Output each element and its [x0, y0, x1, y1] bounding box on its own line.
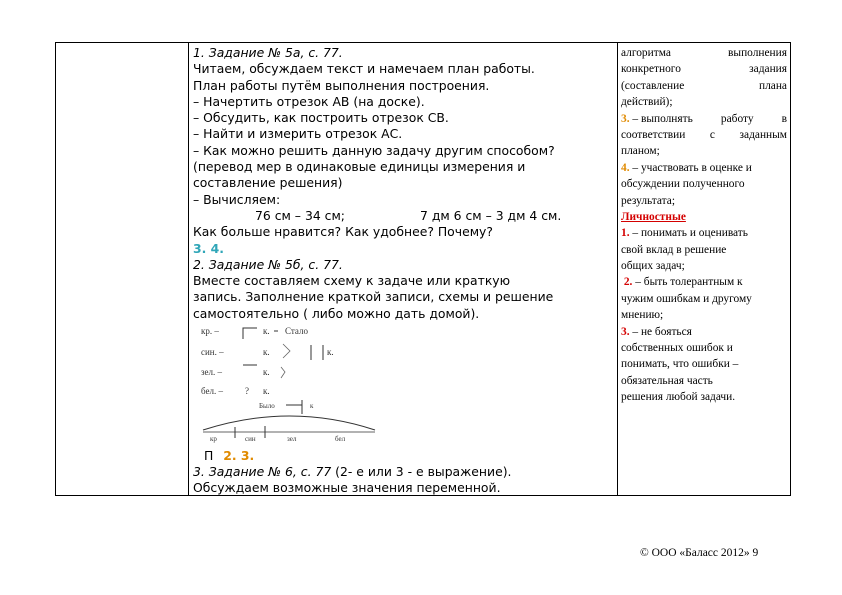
scheme-label: Было	[259, 402, 275, 410]
scheme-label: зел. –	[201, 367, 223, 377]
lesson-table	[55, 42, 791, 496]
word: соответствии	[621, 128, 686, 141]
text-line: понимать, что ошибки –	[621, 358, 739, 371]
scheme-label: к.	[327, 347, 334, 357]
text-line: самостоятельно ( либо можно дать домой).	[193, 305, 480, 321]
text-line: обсуждении полученного	[621, 178, 745, 191]
word: конкретного	[621, 63, 681, 76]
text-line	[621, 225, 787, 241]
just-line	[621, 45, 787, 61]
word: задания	[749, 63, 787, 76]
text-line: общих задач;	[621, 260, 685, 273]
personal-heading: Личностные	[621, 210, 686, 223]
scheme-label: син. –	[201, 347, 224, 357]
word: работу	[720, 112, 754, 125]
word: выполнения	[728, 47, 787, 59]
segment-mark	[243, 328, 257, 339]
task-scheme-diagram	[195, 322, 380, 444]
text-line: – Как можно решить данную задачу другим способом?	[193, 142, 555, 158]
number-red: 3.	[621, 325, 630, 338]
text-line: составление решения)	[193, 175, 343, 191]
task3-heading: 3. Задание № 6, с. 77	[193, 464, 332, 479]
text-line: мнению;	[621, 309, 664, 322]
number-orange: 3.	[621, 112, 630, 125]
text-line: запись. Заполнение краткой записи, схемы и решение	[193, 289, 554, 305]
text-line: – Обсудить, как построить отрезок СВ.	[193, 110, 449, 126]
column-divider	[188, 43, 189, 495]
just-line	[621, 111, 787, 127]
task1-heading: 1. Задание № 5а, с. 77.	[193, 45, 343, 60]
text-line: (перевод мер в одинаковые единицы измерения и	[193, 159, 526, 175]
text-line: действий);	[621, 96, 673, 109]
text-line: Как больше нравится? Как удобнее? Почему?	[193, 224, 493, 240]
scheme-label: зел	[287, 435, 297, 443]
word: – выполнять	[632, 112, 693, 125]
text-line	[621, 274, 787, 290]
just-line	[621, 61, 787, 77]
task2-marks-line	[204, 448, 254, 464]
calculation-line	[193, 208, 669, 224]
scheme-label: кр. –	[201, 326, 219, 336]
text-line: чужим ошибкам и другому	[621, 292, 752, 305]
text-line: обязательная часть	[621, 374, 713, 387]
scheme-label: син	[245, 435, 256, 443]
calc-b: 7 дм 6 см – 3 дм 4 см.	[420, 207, 562, 223]
word: алгоритма	[621, 47, 671, 59]
text: – понимать и оценивать	[629, 227, 748, 240]
calc-a: 76 см – 34 см;	[255, 207, 345, 223]
number-red: 1.	[621, 227, 630, 240]
scheme-label: бел. –	[201, 386, 223, 396]
word: (составление	[621, 79, 685, 92]
just-line	[621, 127, 787, 143]
text-line: собственных ошибок и	[621, 342, 733, 355]
text-line	[621, 324, 787, 340]
scheme-label: к.	[263, 326, 270, 336]
scheme-label: к	[310, 402, 314, 410]
text: – участвовать в оценке и	[629, 161, 752, 174]
text-line: свой вклад в решение	[621, 243, 727, 256]
word: заданным	[739, 128, 787, 141]
text-line: результата;	[621, 194, 676, 207]
p-letter: П	[204, 448, 214, 463]
scheme-label: бел	[335, 435, 346, 443]
marks-teal: 3. 4.	[193, 240, 224, 256]
text-line: – Начертить отрезок АВ (на доске).	[193, 93, 425, 109]
scheme-label: Стало	[285, 326, 308, 336]
activities-column	[193, 45, 669, 322]
page-footer: © ООО «Баласс 2012» 9	[640, 547, 759, 559]
marks-orange: 2. 3.	[223, 448, 255, 463]
number-orange: 4.	[621, 161, 630, 174]
outcomes-column	[621, 45, 787, 406]
text-line: решения любой задачи.	[621, 391, 736, 404]
number-red: 2.	[623, 276, 633, 289]
just-line	[621, 78, 787, 94]
text: – быть толерантным к	[632, 276, 743, 289]
word: с	[709, 128, 715, 141]
brace-arc	[203, 416, 375, 430]
scheme-label: к.	[263, 367, 270, 377]
task2-heading: 2. Задание № 5б, с. 77.	[193, 256, 343, 272]
text: – не бояться	[629, 325, 692, 338]
word: в	[781, 112, 787, 125]
text-line: планом;	[621, 145, 660, 158]
text-line: Вместе составляем схему к задаче или краткую	[193, 273, 511, 289]
text-line: – Вычисляем:	[193, 191, 281, 207]
scheme-label: ?	[245, 386, 249, 396]
text-line: Читаем, обсуждаем текст и намечаем план работы.	[193, 61, 535, 77]
word: плана	[759, 79, 787, 92]
scheme-label: к.	[263, 347, 270, 357]
task3-rest: (2- е или 3 - е выражение).	[331, 464, 512, 479]
scheme-label: к.	[263, 386, 270, 396]
text-line: План работы путём выполнения построения.	[193, 77, 490, 93]
scheme-label: кр	[210, 435, 217, 443]
task3-line	[193, 464, 511, 480]
text-line: – Найти и измерить отрезок АС.	[193, 126, 403, 142]
text-line: Обсуждаем возможные значения переменной.	[193, 480, 501, 495]
text-line	[621, 160, 787, 176]
